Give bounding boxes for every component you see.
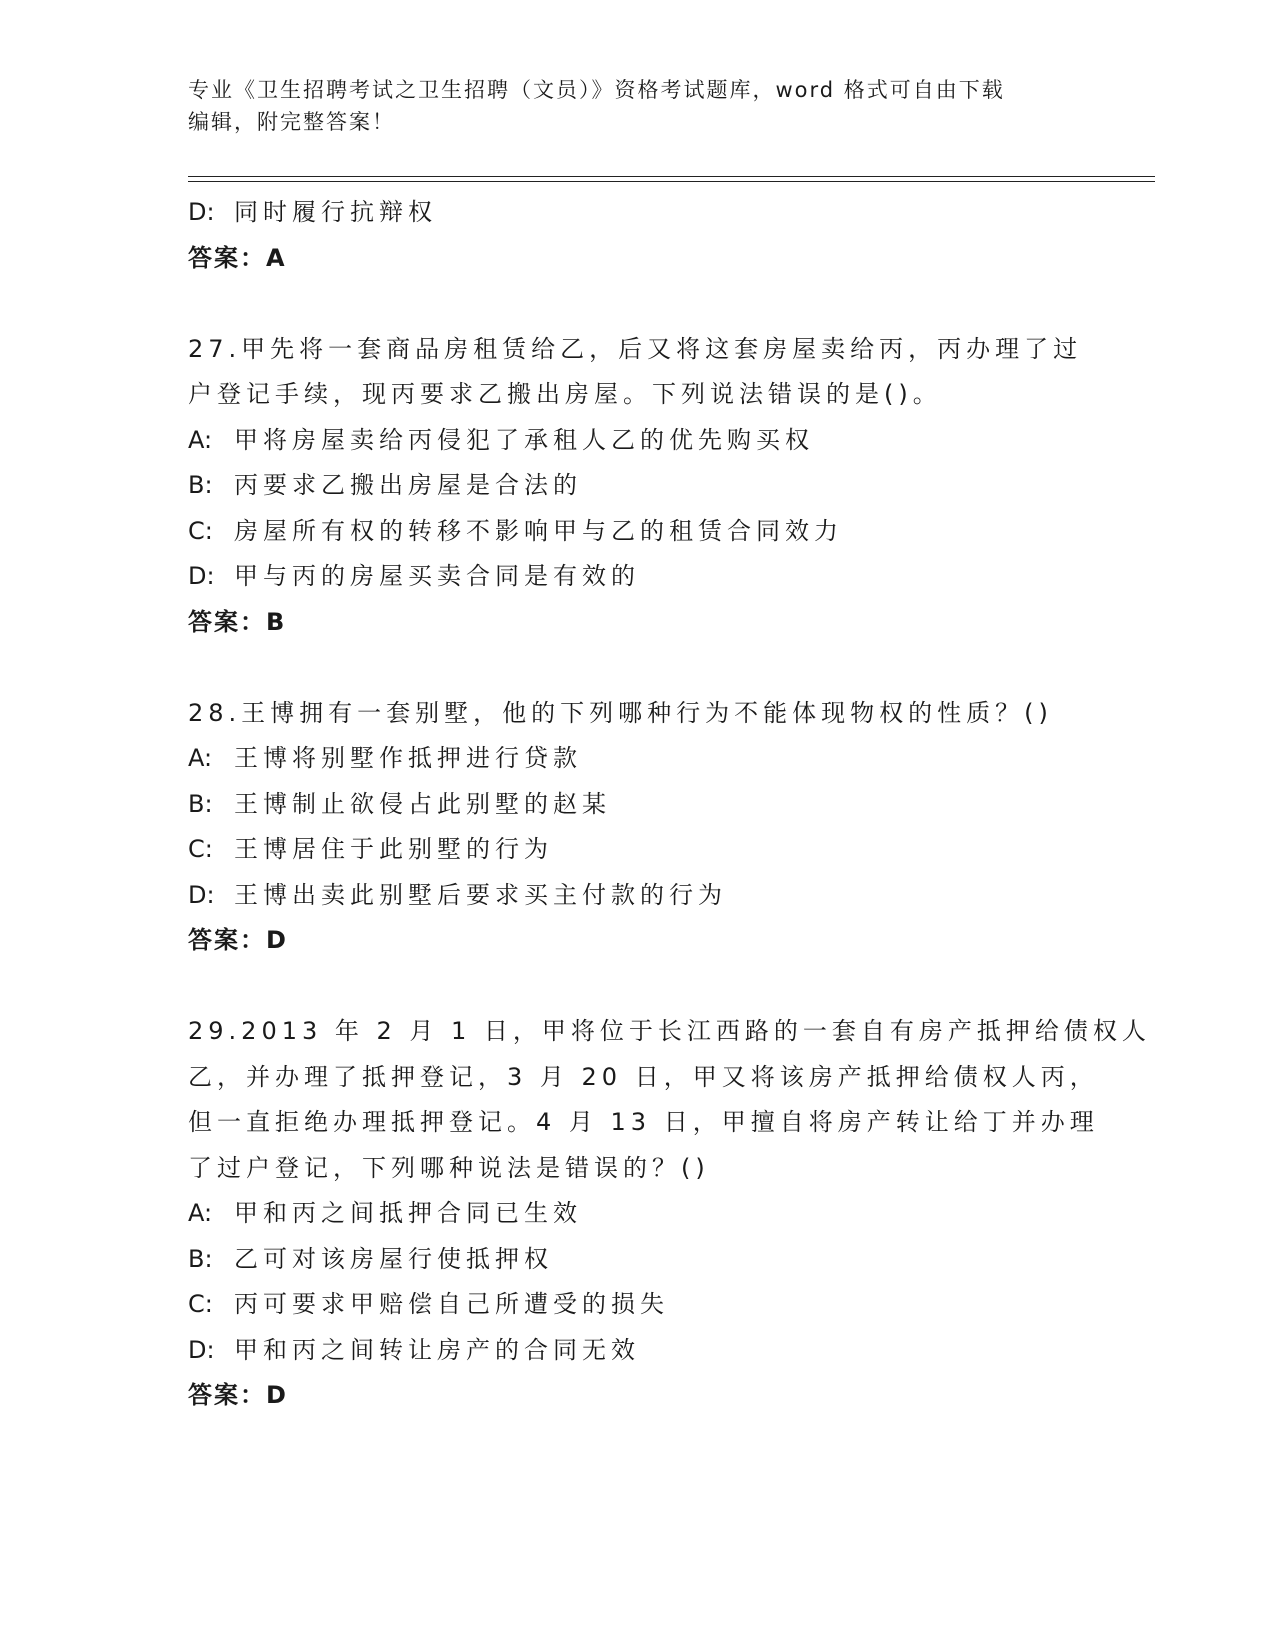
option-text: 丙要求乙搬出房屋是合法的: [234, 471, 582, 499]
answer-line: 答案：A: [188, 243, 287, 272]
option-text: 王博将别墅作抵押进行贷款: [234, 744, 582, 772]
option-b: [188, 463, 1088, 509]
option-key: C:: [188, 516, 213, 545]
header-line-1: 专业《卫生招聘考试之卫生招聘（文员）》资格考试题库，word 格式可自由下载: [188, 78, 1005, 102]
option-a: [188, 1191, 1088, 1237]
answer-line: 答案：B: [188, 607, 287, 636]
option-text: 同时履行抗辩权: [234, 198, 437, 226]
spacer: [188, 645, 1088, 691]
option-key: C:: [188, 835, 213, 863]
option-text: 甲和丙之间抵押合同已生效: [234, 1199, 582, 1227]
option-d: [188, 554, 1088, 600]
option-text: 甲将房屋卖给丙侵犯了承租人乙的优先购买权: [234, 425, 814, 454]
question-stem-line: 乙，并办理了抵押登记，3 月 20 日，甲又将该房产抵押给债权人丙，: [188, 1062, 1099, 1091]
question-stem-line: 27.甲先将一套商品房租赁给乙，后又将这套房屋卖给丙，丙办理了过: [188, 334, 1083, 363]
option-text: 甲与丙的房屋买卖合同是有效的: [234, 562, 640, 590]
question-29: [188, 1009, 1151, 1419]
option-key: D:: [188, 562, 215, 590]
option-key: D:: [188, 1335, 215, 1364]
option-a: [188, 418, 1088, 464]
option-c: [188, 509, 1088, 555]
option-key: A:: [188, 1199, 213, 1227]
document-header: [188, 74, 1088, 138]
option-text: 房屋所有权的转移不影响甲与乙的租赁合同效力: [234, 516, 843, 545]
answer-line: 答案：D: [188, 926, 288, 954]
option-key: B:: [188, 471, 213, 499]
spacer: [188, 281, 1088, 327]
option-d: [188, 190, 1088, 236]
option-text: 王博居住于此别墅的行为: [234, 835, 553, 863]
question-stem-line: 户登记手续，现丙要求乙搬出房屋。下列说法错误的是()。: [188, 380, 942, 408]
question-content: [188, 190, 1151, 1419]
option-text: 丙可要求甲赔偿自己所遭受的损失: [234, 1290, 669, 1318]
question-27: [188, 327, 1088, 646]
question-stem-line: 但一直拒绝办理抵押登记。4 月 13 日，甲擅自将房产转让给丁并办理: [188, 1108, 1099, 1136]
question-stem-line: 了过户登记，下列哪种说法是错误的？(): [188, 1153, 710, 1182]
question-stem-line: 29.2013 年 2 月 1 日，甲将位于长江西路的一套自有房产抵押给债权人: [188, 1017, 1151, 1045]
option-a: [188, 736, 1088, 782]
option-key: C:: [188, 1290, 213, 1318]
header-divider-top: [188, 176, 1155, 177]
option-text: 王博出卖此别墅后要求买主付款的行为: [234, 880, 727, 909]
option-d: [188, 873, 1088, 919]
option-b: [188, 782, 1088, 828]
answer-line: 答案：D: [188, 1381, 288, 1409]
question-28: [188, 691, 1088, 964]
option-key: A:: [188, 425, 213, 454]
option-text: 甲和丙之间转让房产的合同无效: [234, 1335, 640, 1364]
option-key: B:: [188, 1244, 213, 1273]
option-key: A:: [188, 744, 213, 772]
header-divider-bottom: [188, 181, 1155, 182]
option-c: [188, 1282, 1088, 1328]
option-text: 王博制止欲侵占此别墅的赵某: [234, 789, 611, 818]
option-c: [188, 827, 1088, 873]
option-d: [188, 1328, 1088, 1374]
spacer: [188, 964, 1088, 1010]
option-b: [188, 1237, 1088, 1283]
option-key: D:: [188, 198, 215, 226]
option-key: D:: [188, 880, 215, 909]
question-stem-line: 28.王博拥有一套别墅，他的下列哪种行为不能体现物权的性质？(): [188, 698, 1053, 727]
header-line-2: 编辑，附完整答案！: [188, 110, 395, 134]
option-key: B:: [188, 789, 213, 818]
option-text: 乙可对该房屋行使抵押权: [234, 1244, 553, 1273]
